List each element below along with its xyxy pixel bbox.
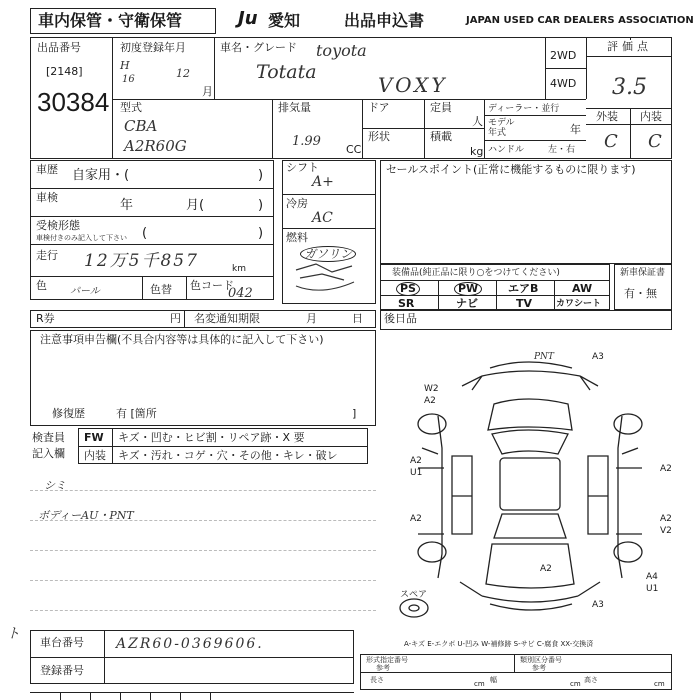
fuel-scribble-icon [292,252,362,292]
type-label: 型式 [120,101,142,114]
diagram-legend: A-キズ E-エクボ U-凹み W-補修跡 S-サビ C-腐食 XX-交換済 [404,640,594,648]
chassis-value: AZR60-0369606. [116,636,264,652]
exterior-label: 外装 [596,110,618,123]
registration-month: 12 [176,67,190,80]
options-label: 装備品(純正品に限り○をつけてください) [392,268,560,278]
inspector-interior: 内装 [84,449,106,462]
inspector-fw-items: キズ・凹む・ヒビ割・リペア跡・X 要 [118,431,305,444]
registration-month-unit: 月 [202,85,213,98]
diag-l-w2: W2 [424,384,439,394]
diag-top-a3: A3 [592,352,604,362]
model-year-label: 年式 [488,128,507,138]
cert-ref-2: 参考 [532,664,546,672]
registration-era: H [120,59,130,72]
history-label: 車歴 [36,163,58,176]
handle-options: 左・右 [548,145,576,155]
history-close: ) [258,168,264,183]
cc-unit: CC [346,143,362,156]
remarks-box [380,310,672,330]
lot-number: 30384 [37,87,110,117]
org-name: 愛知 [268,11,301,30]
option-ps: PS [396,282,420,296]
spare-label: スペア [400,590,428,600]
diag-r-a2a: A2 [660,464,672,474]
registration-year: 16 [122,74,135,85]
remarks-label: 後日品 [384,312,417,325]
cert-ref-1: 参考 [376,664,390,672]
association-name: JAPAN USED CAR DEALERS ASSOCIATION [466,15,694,26]
diag-l-u1: U1 [410,468,423,478]
mileage-label: 走行 [36,249,58,262]
inspection-month: 月( [186,198,205,213]
load-label: 積載 [430,130,452,143]
dealer-label: ディーラー・並行 [488,104,560,114]
receiver-note: 車検付きのみ記入して下さい [36,234,127,242]
displacement-value: 1.99 [292,134,321,149]
inspector-label-2: 記入欄 [32,447,65,460]
diag-l-a2b: A2 [410,456,422,466]
color-code-label: 色コード [190,279,234,292]
diag-top-pnt: PNT [534,352,554,362]
diag-r-u1: U1 [646,584,659,594]
vehicle-name-hw: Totata [256,61,317,83]
diag-l-a2c: A2 [410,514,422,524]
option-tv: TV [516,297,533,310]
type-line1: CBA [124,117,158,135]
shape-label: 形状 [368,130,390,143]
storage-title: 車内保管・守衛保管 [38,11,183,30]
inspection-year: 年 [120,198,134,213]
sales-point-label: セールスポイント(正常に機能するものに限ります) [386,163,636,176]
cert-width: 幅 [490,676,497,684]
color-hw: パール [70,286,100,297]
diag-bot-a2: A2 [540,564,552,574]
color-label: 色 [36,279,47,292]
vehicle-maker-hw: toyota [316,41,367,60]
fuel-hw: ガソリン [300,246,356,262]
name-change-month: 月 [306,312,317,325]
shift-hw: A+ [312,174,334,190]
door-label: ドア [368,101,390,114]
inspector-interior-items: キズ・汚れ・コゲ・穴・その他・キレ・破レ [118,449,338,462]
diag-l-a2a: A2 [424,396,436,406]
capacity-label: 定員 [430,101,452,114]
option-leather: カワシート [556,299,602,309]
handle-label: ハンドル [488,145,525,155]
cert-cm-1: cm [474,680,485,688]
cert-label: 形式指定番号 [366,656,408,664]
exterior-grade: C [604,131,618,152]
inspector-label-1: 検査員 [32,431,65,444]
type-line2: A2R60G [124,137,187,155]
km-unit: km [232,264,246,274]
repair-label: 修復歴 [52,407,85,420]
inspector-note-2: ボディーAU・PNT [38,509,134,522]
option-navi: ナビ [456,297,478,310]
ac-hw: AC [312,210,333,226]
ju-logo: Ju [238,8,258,29]
vehicle-name-label: 車名・グレード [220,41,297,54]
model-label: モデル [488,118,515,128]
repair-value: 有 [箇所 [116,407,157,420]
year-unit: 年 [570,123,581,136]
inspector-note-1: シミ [44,479,66,492]
inspection-close: ) [258,198,264,213]
lot-label: 出品番号 [37,41,81,54]
history-value: 自家用・( [72,168,130,183]
cert-cm-3: cm [654,680,665,688]
color-replace-label: 色替 [150,283,172,296]
drive-4wd: 4WD [550,77,577,90]
diag-r-a4: A4 [646,572,658,582]
shift-label: シフト [286,161,319,174]
rating-score: 3.5 [612,75,647,100]
diag-r-v2: V2 [660,526,672,536]
reg-label: 登録番号 [40,664,84,677]
ac-label: 冷房 [286,197,308,210]
inspector-fw: FW [84,431,104,444]
color-code-hw: 042 [228,286,253,301]
mileage-hw: 12万5千857 [84,251,199,271]
cert-cm-2: cm [570,680,581,688]
kg-unit: kg [470,145,484,158]
registration-label: 初度登録年月 [120,41,186,54]
interior-label: 内装 [640,110,662,123]
rating-label: 評価点 [607,40,652,53]
drive-2wd: 2WD [550,49,577,62]
repair-close: ] [352,407,357,420]
inspection-label: 車検 [36,191,58,204]
vehicle-model-hw: VOXY [378,73,448,97]
form-title: 出品申込書 [344,11,425,30]
receiver-label: 受検形態 [36,219,80,232]
name-change-label: 名変通知期限 [194,312,260,325]
option-sr: SR [398,297,415,310]
cert-class-label: 類別区分番号 [520,656,562,664]
receiver-open: ( [142,226,148,241]
margin-mark: ト [6,626,20,642]
option-airbag: エアB [508,282,539,295]
lot-sub: [2148] [46,65,83,78]
displacement-label: 排気量 [278,101,311,114]
chassis-label: 車台番号 [40,636,84,649]
cert-length: 長さ [370,676,384,684]
r-ticket-yen: 円 [170,312,181,325]
warranty-value: 有・無 [624,287,657,300]
diag-bot-a3: A3 [592,600,604,610]
car-damage-diagram [382,338,672,628]
name-change-day: 日 [352,312,363,325]
receiver-close: ) [258,226,264,241]
warranty-label: 新車保証書 [620,268,666,278]
cert-height: 高さ [584,676,598,684]
diag-r-a2b: A2 [660,514,672,524]
fuel-label: 燃料 [286,231,308,244]
option-aw: AW [572,282,593,295]
r-ticket-label: R券 [36,312,55,325]
interior-grade: C [648,131,662,152]
person-unit: 人 [472,115,483,128]
notes-label: 注意事項申告欄(不具合内容等は具体的に記入して下さい) [40,333,324,346]
option-pw: PW [454,282,482,296]
